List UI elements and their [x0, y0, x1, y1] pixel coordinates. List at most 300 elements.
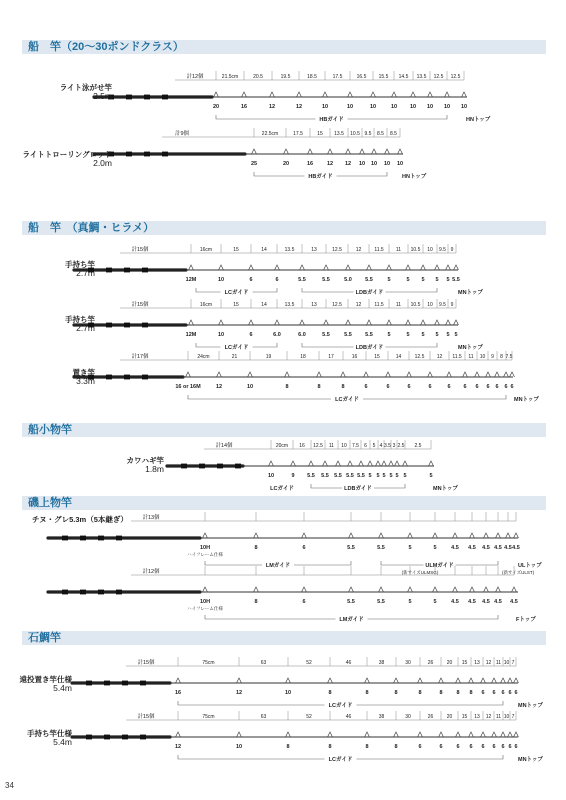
guide-mark [462, 92, 467, 97]
guide-mark [323, 92, 328, 97]
guide-mark [470, 587, 475, 592]
rod-length: 2.5m [93, 91, 112, 101]
guide-size-label: 20 [282, 161, 290, 167]
rod-length: 2.7m [76, 323, 95, 333]
spacing-value: 9.5 [439, 302, 446, 308]
guide-mark [403, 461, 408, 466]
guide-size-label: 5 [421, 332, 425, 338]
reel-seat-detail [126, 152, 132, 157]
guide-count-label: 計12個 [142, 569, 160, 575]
guide-size-label: 5.5 [298, 277, 306, 283]
guide-size-label: 8 [469, 690, 473, 696]
guide-size-label: 5 [435, 332, 439, 338]
guide-size-label: 12 [344, 161, 352, 167]
spacing-value: 16 [299, 443, 305, 449]
rod-name: チヌ・グレ5.3m（5本継ぎ） [32, 515, 128, 524]
reel-seat-detail [86, 735, 92, 740]
guide-size-label: 6 [514, 744, 518, 750]
spacing-value: 15 [317, 131, 323, 137]
guide-size-label: 5 [408, 545, 412, 551]
guide-mark [484, 587, 489, 592]
guide-mark [454, 265, 459, 270]
guide-mark [475, 372, 480, 377]
guide-mark [428, 92, 433, 97]
spacing-value: 7.5 [352, 443, 359, 449]
spacing-value: 19.5 [280, 74, 291, 80]
guide-mark [328, 678, 333, 683]
spacing-value: 20cm [275, 443, 289, 449]
guide-band-label: LCガイド [224, 345, 249, 351]
guide-mark [300, 320, 305, 325]
guide-mark [408, 533, 413, 538]
guide-size-label: 6 [302, 599, 306, 605]
guide-count-label: 計9個 [174, 131, 190, 137]
spacing-value: 9 [450, 302, 454, 308]
guide-mark [406, 320, 411, 325]
guide-size-label: 4.5 [504, 545, 512, 551]
guide-mark [270, 92, 275, 97]
spacing-value: 7.5 [505, 354, 513, 360]
spacing-value: 10 [503, 714, 510, 720]
guide-size-label: 12 [326, 161, 334, 167]
tip-label: Fトップ [516, 617, 536, 623]
guide-mark [408, 587, 413, 592]
spacing-value: 14 [261, 302, 267, 308]
spacing-value: 12 [436, 354, 443, 360]
rod-length: 1.8m [145, 464, 164, 474]
spacing-value: 5 [372, 443, 376, 449]
guide-mark [336, 461, 341, 466]
guide-size-label: 10 [267, 473, 275, 479]
spacing-value: 15 [233, 302, 239, 308]
guide-mark [176, 678, 181, 683]
guide-size-label: 5 [395, 473, 399, 479]
spacing-value: 19 [265, 354, 272, 360]
guide-mark [446, 320, 451, 325]
guide-count-label: 計15個 [131, 247, 149, 253]
guide-size-label: 4.5 [451, 599, 459, 605]
guide-mark [367, 320, 372, 325]
reel-seat-detail [80, 536, 86, 541]
spacing-value: 16cm [199, 302, 213, 308]
guide-mark [323, 461, 328, 466]
reel-seat-detail [86, 681, 92, 686]
guide-band-label: LMガイド [339, 617, 364, 623]
guide-size-label: 12M [185, 332, 197, 338]
guide-size-label: 10 [409, 104, 417, 110]
guide-mark [406, 265, 411, 270]
guide-mark [219, 320, 224, 325]
guide-mark [249, 265, 254, 270]
guide-mark [481, 678, 486, 683]
guide-mark [300, 265, 305, 270]
guide-mark [365, 732, 370, 737]
guide-mark [368, 461, 373, 466]
guide-size-label: 4.5 [512, 545, 520, 551]
rod-name: ライト泳がせ竿 [59, 83, 112, 92]
guide-mark [514, 533, 519, 538]
guide-count-label: 計14個 [215, 443, 233, 449]
spacing-value: 3.5 [384, 443, 391, 449]
guide-size-label: 10 [246, 384, 254, 390]
spacing-value: 12 [355, 247, 362, 253]
guide-mark [453, 533, 458, 538]
spacing-value: 38 [378, 714, 385, 720]
spacing-value: 10 [427, 247, 433, 253]
guide-mark [495, 372, 500, 377]
guide-size-label: 6 [508, 744, 512, 750]
guide-mark [348, 92, 353, 97]
guide-size-label: 6 [439, 744, 443, 750]
spacing-value: 11 [495, 714, 502, 720]
guide-mark [372, 149, 377, 154]
page-number: 34 [5, 781, 14, 790]
spacing-value: 6 [364, 443, 367, 449]
guide-size-label: 5.5 [322, 277, 330, 283]
guide-size-label: 6 [428, 384, 432, 390]
guide-size-label: 4.5 [468, 599, 476, 605]
spacing-value: 75cm [202, 714, 215, 720]
reel-seat-detail [104, 681, 110, 686]
guide-size-label: 5.5 [322, 332, 330, 338]
guide-size-label: 6 [510, 384, 514, 390]
guide-size-label: 5.5 [321, 473, 329, 479]
guide-band-label: LDBガイド [344, 486, 372, 492]
guide-size-label: 6 [486, 384, 490, 390]
guide-mark [394, 732, 399, 737]
guide-size-label: 5 [421, 277, 425, 283]
guide-mark [189, 320, 194, 325]
guide-size-label: 6.0 [298, 332, 306, 338]
guide-size-label: 9 [291, 473, 295, 479]
guide-mark [387, 265, 392, 270]
reel-seat-detail [124, 375, 130, 380]
spacing-value: 10 [503, 660, 510, 666]
guide-mark [217, 372, 222, 377]
guide-size-label: 5 [408, 599, 412, 605]
guide-mark [387, 320, 392, 325]
guide-mark [504, 372, 509, 377]
spacing-value: 14.5 [398, 74, 409, 80]
reel-seat-detail [140, 681, 146, 686]
reel-seat-detail [235, 464, 241, 469]
guide-size-label: 5.5 [346, 473, 354, 479]
guide-size-label: 5.5 [344, 332, 352, 338]
section-title: 石鯛竿 [28, 632, 61, 644]
guide-mark [418, 678, 423, 683]
guide-mark [439, 678, 444, 683]
guide-size-label: 12 [295, 104, 303, 110]
band-note: (新サイズULMSG) [401, 570, 439, 575]
guide-size-label: 8 [317, 384, 321, 390]
guide-size-label: 16 [240, 104, 248, 110]
spacing-value: 18 [300, 354, 306, 360]
spacing-value: 14 [395, 354, 402, 360]
guide-size-label: 10 [217, 332, 225, 338]
rod-length: 5.4m [53, 737, 72, 747]
guide-size-label: 5 [429, 473, 433, 479]
guide-size-label: 4.5 [494, 545, 502, 551]
guide-band-label: LCガイド [335, 397, 359, 403]
guide-mark [512, 587, 517, 592]
guide-size-label: 5 [389, 473, 393, 479]
spacing-value: 8 [500, 354, 503, 360]
guide-size-label: 8 [254, 599, 258, 605]
guide-mark [219, 265, 224, 270]
guide-size-label: 5 [406, 332, 410, 338]
spacing-value: 16cm [199, 247, 213, 253]
section-title: 磯上物竿 [28, 497, 72, 509]
guide-mark [254, 533, 259, 538]
spacing-value: 13 [474, 714, 480, 720]
guide-count-label: 計15個 [137, 660, 155, 666]
guide-count-label: 計12個 [186, 74, 204, 80]
guide-size-label: 10 [284, 690, 292, 696]
guide-size-label: 5.0 [344, 277, 352, 283]
guide-count-label: 計17個 [131, 354, 149, 360]
spacing-value: 20.5 [253, 74, 263, 80]
spacing-value: 15 [233, 247, 239, 253]
guide-size-label: 10H [199, 599, 211, 605]
guide-size-label: 5 [435, 277, 439, 283]
spacing-value: 11.5 [374, 302, 384, 308]
guide-mark [324, 265, 329, 270]
guide-mark [433, 587, 438, 592]
guide-band-label: LCガイド [224, 290, 249, 296]
guide-size-label: 20 [212, 104, 220, 110]
spacing-value: 12 [485, 660, 492, 666]
tip-label: HNトップ [466, 117, 491, 123]
guide-mark [389, 461, 394, 466]
guide-mark [346, 265, 351, 270]
guide-size-label: 5 [446, 277, 450, 283]
reel-seat-detail [122, 681, 128, 686]
reel-seat-detail [126, 95, 132, 100]
guide-size-label: 8 [439, 690, 443, 696]
guide-sub-note: ハイフレーム仕様 [187, 606, 223, 611]
guide-mark [237, 678, 242, 683]
reel-seat-detail [62, 590, 68, 595]
guide-size-label: 5 [387, 332, 391, 338]
reel-seat-detail [162, 95, 168, 100]
guide-size-label: 8 [394, 744, 398, 750]
guide-mark [508, 678, 513, 683]
guide-mark [284, 149, 289, 154]
guide-size-label: 5.5 [452, 277, 460, 283]
guide-mark [317, 372, 322, 377]
guide-size-label: 10 [396, 161, 404, 167]
guide-size-label: 8 [285, 384, 289, 390]
spacing-value: 12.5 [450, 74, 461, 80]
guide-mark [506, 533, 511, 538]
reel-seat-detail [122, 735, 128, 740]
guide-mark [371, 92, 376, 97]
guide-size-label: 6 [275, 277, 279, 283]
guide-size-label: 6 [504, 384, 508, 390]
rod-name-label [73, 368, 96, 386]
tip-label: MNトップ [518, 757, 543, 763]
spacing-value: 10 [479, 354, 486, 360]
guide-mark [470, 533, 475, 538]
guide-size-label: 8 [254, 545, 258, 551]
guide-size-label: 4.5 [451, 545, 459, 551]
rod-length: 3.3m [76, 376, 95, 386]
guide-size-label: 8 [418, 690, 422, 696]
spacing-value: 9.5 [364, 131, 372, 137]
spacing-value: 16 [351, 354, 358, 360]
guide-size-label: 6 [386, 384, 390, 390]
spacing-value: 38 [378, 660, 385, 666]
reel-seat-detail [98, 590, 104, 595]
reel-seat-detail [144, 152, 150, 157]
guide-mark [394, 678, 399, 683]
guide-mark [275, 320, 280, 325]
guide-size-label: 12 [235, 690, 243, 696]
section-title: 船小物竿 [28, 424, 72, 436]
rod-name-label [20, 675, 73, 693]
rod-length: 2.0m [93, 158, 112, 168]
reel-seat-detail [116, 536, 122, 541]
guide-size-label: 6 [501, 744, 505, 750]
tip-label: MNトップ [458, 290, 483, 296]
guide-mark [386, 372, 391, 377]
guide-band-label: HBガイド [319, 117, 344, 123]
spacing-value: 2.5 [397, 443, 405, 449]
guide-size-label: 6 [508, 690, 512, 696]
guide-mark [365, 678, 370, 683]
guide-mark [411, 92, 416, 97]
guide-mark [469, 678, 474, 683]
spacing-value: 63 [260, 714, 267, 720]
guide-size-label: 10 [321, 104, 329, 110]
guide-size-label: 10 [426, 104, 434, 110]
guide-size-label: 10 [235, 744, 243, 750]
guide-size-label: 6 [407, 384, 411, 390]
tip-label: ULトップ [518, 563, 542, 569]
rod-name: 遠投置き竿仕様 [19, 675, 72, 684]
guide-mark [328, 732, 333, 737]
spacing-value: 46 [345, 714, 352, 720]
guide-size-label: 10 [383, 161, 391, 167]
guide-size-label: 5.5 [334, 473, 342, 479]
guide-size-label: 8 [328, 744, 332, 750]
guide-size-label: 5 [406, 277, 410, 283]
guide-size-label: 10 [390, 104, 398, 110]
reel-seat-detail [199, 464, 205, 469]
reel-seat-detail [106, 268, 112, 273]
spacing-value: 13 [311, 302, 317, 308]
reel-seat-detail [80, 590, 86, 595]
guide-mark [469, 732, 474, 737]
spacing-value: 52 [306, 714, 312, 720]
guide-mark [456, 678, 461, 683]
guide-size-label: 5 [382, 473, 386, 479]
guide-mark [392, 92, 397, 97]
reel-seat-detail [106, 375, 112, 380]
guide-mark [349, 533, 354, 538]
guide-mark [445, 92, 450, 97]
guide-size-label: 4.5 [482, 599, 490, 605]
reel-seat-detail [124, 268, 130, 273]
spacing-value: 52 [306, 660, 312, 666]
spacing-value: 12.5 [414, 354, 425, 360]
guide-size-label: 6 [456, 744, 460, 750]
guide-size-label: 5.5 [357, 473, 365, 479]
guide-count-label: 計13個 [142, 515, 160, 521]
section-title: 船 竿 （真鯛・ヒラメ） [28, 222, 155, 234]
guide-mark [346, 149, 351, 154]
reel-seat-detail [124, 323, 130, 328]
guide-size-label: 5.5 [347, 545, 355, 551]
guide-mark [237, 732, 242, 737]
guide-mark [463, 372, 468, 377]
rod-name: 手持ち竿仕様 [27, 729, 72, 738]
guide-mark [249, 320, 254, 325]
guide-mark [510, 372, 515, 377]
reel-seat-detail [144, 95, 150, 100]
spacing-value: 10.5 [350, 131, 360, 137]
guide-mark [349, 587, 354, 592]
guide-band-label: LDBガイド [355, 290, 384, 296]
guide-mark [302, 533, 307, 538]
guide-mark [291, 461, 296, 466]
spacing-value: 14 [261, 247, 267, 253]
spacing-value: 21.5cm [221, 74, 239, 80]
guide-size-label: 8 [456, 690, 460, 696]
spacing-value: 11 [468, 354, 474, 360]
guide-mark [435, 320, 440, 325]
rod-name-label [27, 729, 72, 747]
guide-mark [189, 265, 194, 270]
guide-size-label: 10H [199, 545, 211, 551]
tip-label: MNトップ [433, 486, 458, 492]
reel-seat-detail [140, 735, 146, 740]
guide-band-label: LCガイド [328, 757, 353, 763]
spacing-value: 18.5 [307, 74, 317, 80]
guide-band-label: LDBガイド [355, 345, 384, 351]
guide-sub-note: ハイフレーム仕様 [187, 552, 223, 557]
spacing-value: 9.5 [439, 247, 446, 253]
guide-size-label: 8 [365, 744, 369, 750]
guide-size-label: 6 [514, 690, 518, 696]
guide-size-label: 8 [365, 690, 369, 696]
guide-size-label: 10 [443, 104, 451, 110]
guide-size-label: 6 [501, 690, 505, 696]
rod-name: ライトトローリングロッド [22, 150, 112, 159]
guide-mark [501, 678, 506, 683]
guide-size-label: 5 [446, 332, 450, 338]
guide-size-label: 6 [492, 744, 496, 750]
guide-size-label: 5 [387, 277, 391, 283]
guide-size-label: 10 [358, 161, 366, 167]
spacing-value: 12.5 [332, 302, 342, 308]
guide-mark [492, 732, 497, 737]
spacing-value: 16.5 [356, 74, 367, 80]
spacing-value: 26 [427, 714, 434, 720]
guide-size-label: 4.5 [468, 545, 476, 551]
guide-mark [254, 587, 259, 592]
guide-size-label: 25 [250, 161, 258, 167]
reel-seat-detail [142, 375, 148, 380]
guide-band-label: HBガイド [308, 174, 333, 180]
guide-size-label: 6 [249, 332, 253, 338]
spacing-value: 2.5 [414, 443, 422, 449]
spacing-value: 9 [491, 354, 494, 360]
spacing-value: 12.5 [332, 247, 342, 253]
spacing-value: 30 [405, 714, 411, 720]
guide-mark [242, 92, 247, 97]
rod-name: 手持ち竿 [65, 260, 95, 269]
